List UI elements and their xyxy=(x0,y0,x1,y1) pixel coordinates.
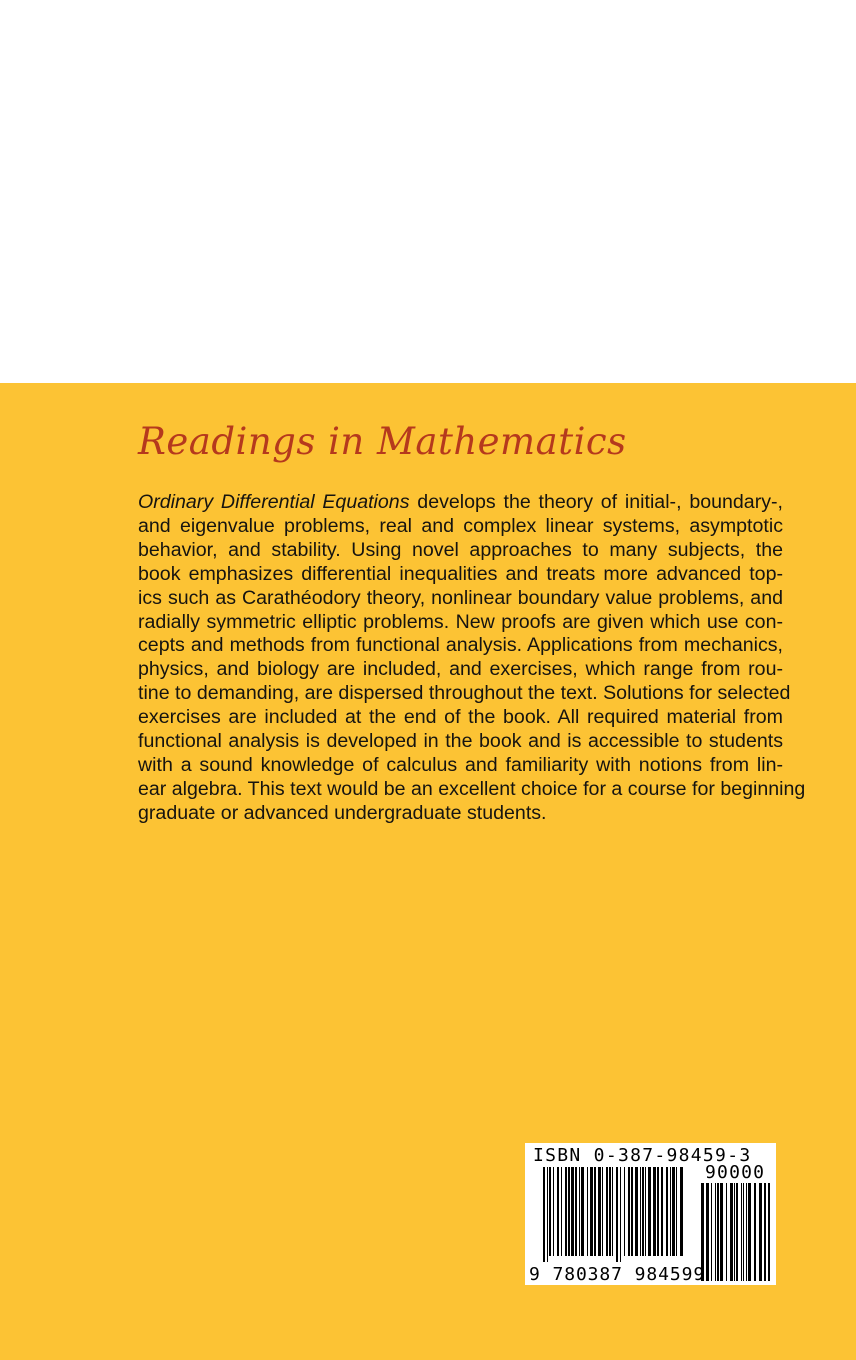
blurb-line: ics such as Carathéodory theory, nonlinear boundary value problems, and xyxy=(138,586,783,609)
barcode-bar xyxy=(547,1167,548,1262)
barcode-bar xyxy=(726,1183,727,1281)
barcode-bar xyxy=(754,1183,756,1281)
barcode-bar xyxy=(730,1183,733,1281)
barcode-bar xyxy=(717,1183,719,1281)
barcode-bar xyxy=(579,1167,580,1256)
ean-digits: 9 780387 984599 xyxy=(529,1264,706,1285)
barcode-bar xyxy=(612,1167,613,1256)
barcode-bar xyxy=(670,1167,671,1256)
barcode-bar xyxy=(676,1167,677,1256)
barcode-bar xyxy=(768,1183,770,1281)
barcode-bar xyxy=(549,1167,551,1256)
barcode-bar xyxy=(590,1167,593,1256)
barcode-bar xyxy=(741,1183,742,1281)
barcode-bar xyxy=(587,1167,588,1256)
blurb-line: radially symmetric elliptic problems. New proofs are given which use con- xyxy=(138,610,783,633)
barcode-bar xyxy=(672,1167,675,1256)
book-title: Ordinary Differential Equations xyxy=(138,491,410,513)
barcode-bar xyxy=(720,1183,723,1281)
barcode-bar xyxy=(759,1183,762,1281)
barcode-bar xyxy=(711,1183,712,1281)
barcode-bar xyxy=(680,1167,683,1256)
blurb-line: ear algebra. This text would be an excellent choice for a course for beginning xyxy=(138,777,806,800)
barcode-bar xyxy=(598,1167,601,1256)
barcode-bar xyxy=(715,1183,716,1281)
barcode-bar xyxy=(640,1167,641,1256)
barcode-bar xyxy=(568,1167,570,1256)
barcode-bar xyxy=(620,1167,621,1262)
blurb-line: tine to demanding, are dispersed throughout the text. Solutions for selected xyxy=(138,682,791,705)
barcode-bar xyxy=(565,1167,567,1256)
barcode-bar xyxy=(743,1183,744,1281)
barcode-bar xyxy=(748,1183,751,1281)
barcode-bar xyxy=(575,1167,577,1256)
series-title: Readings in Mathematics xyxy=(138,420,627,463)
barcode-bar xyxy=(736,1183,738,1281)
price-code: 90000 xyxy=(705,1162,766,1183)
barcode-bar xyxy=(653,1167,656,1256)
barcode-bar xyxy=(706,1183,709,1281)
blurb-line: book emphasizes differential inequalities and treats more advanced top- xyxy=(138,562,783,585)
barcode-bar xyxy=(746,1183,747,1281)
barcode-bar xyxy=(561,1167,562,1256)
barcode-bar xyxy=(666,1167,668,1256)
barcode-bar xyxy=(661,1167,663,1256)
barcode-bar xyxy=(624,1167,625,1256)
barcode-bar xyxy=(628,1167,630,1256)
barcode-bar xyxy=(602,1167,603,1256)
barcode-bar xyxy=(645,1167,646,1256)
barcode-bar xyxy=(609,1167,611,1256)
book-description xyxy=(138,491,806,826)
barcode-bar xyxy=(557,1167,559,1256)
isbn-barcode xyxy=(525,1143,776,1285)
blurb-line: with a sound knowledge of calculus and familiarity with notions from lin- xyxy=(138,753,783,776)
barcode-bar xyxy=(642,1167,644,1256)
cover-top-blank-area xyxy=(0,0,856,383)
barcode-bar xyxy=(631,1167,633,1256)
barcode-bar xyxy=(648,1167,651,1256)
barcode-bar xyxy=(734,1183,735,1281)
barcode-bar xyxy=(616,1167,618,1262)
barcode-bar xyxy=(764,1183,766,1281)
blurb-line: and eigenvalue problems, real and complex linear systems, asymptotic xyxy=(138,514,783,537)
barcode-bar xyxy=(581,1167,584,1256)
barcode-bar xyxy=(606,1167,608,1256)
blurb-line: behavior, and stability. Using novel approaches to many subjects, the xyxy=(138,538,783,561)
barcode-bar xyxy=(594,1167,596,1256)
blurb-line: exercises are included at the end of the book. All required material from xyxy=(138,706,783,729)
blurb-line: graduate or advanced undergraduate students. xyxy=(138,801,547,824)
blurb-line-text: develops the theory of initial-, boundary-, xyxy=(409,491,783,513)
blurb-line: cepts and methods from functional analysis. Applications from mechanics, xyxy=(138,634,783,657)
blurb-line: functional analysis is developed in the book and is accessible to students xyxy=(138,730,783,753)
barcode-bar xyxy=(543,1167,545,1262)
barcode-bar xyxy=(635,1167,638,1256)
barcode-bar xyxy=(657,1167,659,1256)
barcode-bar xyxy=(553,1167,554,1256)
barcode-bar xyxy=(571,1167,574,1256)
blurb-line: physics, and biology are included, and exercises, which range from rou- xyxy=(138,658,783,681)
blurb-line xyxy=(138,491,783,515)
isbn-label: ISBN 0-387-98459-3 xyxy=(533,1145,752,1166)
